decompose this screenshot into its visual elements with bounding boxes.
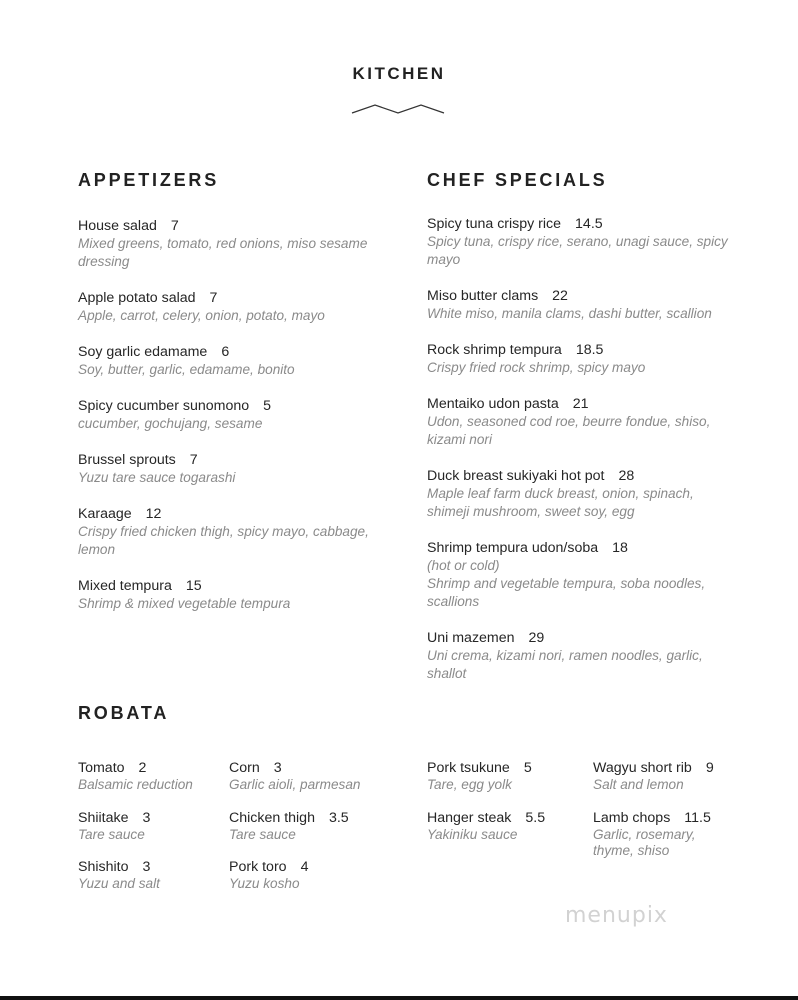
item-price: 5 — [523, 760, 532, 776]
item-price: 3.5 — [328, 809, 349, 826]
menu-item — [78, 760, 223, 794]
menu-item — [78, 451, 378, 487]
menu-item — [229, 760, 409, 794]
item-description: Maple leaf farm duck breast, onion, spinach, shimeji mushroom, sweet soy, egg — [427, 486, 694, 519]
item-price: 14.5 — [575, 216, 603, 232]
item-name: Pork tsukune — [427, 760, 510, 776]
item-description: Yakiniku sauce — [427, 826, 518, 842]
item-price: 18 — [612, 540, 628, 556]
item-price: 6 — [221, 344, 230, 360]
item-description: Salt and lemon — [593, 777, 684, 792]
item-description: Balsamic reduction — [78, 777, 193, 792]
item-name: Duck breast sukiyaki hot pot — [427, 468, 605, 484]
item-price: 4 — [300, 859, 309, 875]
menu-item — [78, 505, 378, 559]
item-price: 9 — [705, 760, 714, 776]
item-description: Yuzu and salt — [78, 876, 160, 891]
item-name: Spicy tuna crispy rice — [427, 216, 562, 232]
item-description: Spicy tuna, crispy rice, serano, unagi sauce, spicy mayo — [427, 234, 728, 267]
item-price: 2 — [138, 760, 147, 776]
menu-item — [229, 859, 409, 893]
item-name: Miso butter clams — [427, 288, 539, 304]
item-price: 11.5 — [684, 809, 711, 826]
item-description: Garlic aioli, parmesan — [229, 777, 361, 792]
menu-item — [427, 629, 737, 683]
appetizers-list — [78, 217, 378, 613]
menu-item — [427, 287, 737, 323]
item-price: 3 — [142, 859, 151, 875]
item-description: Yuzu kosho — [229, 876, 300, 891]
item-price: 7 — [189, 452, 198, 468]
item-name: Brussel sprouts — [78, 452, 176, 468]
item-price: 5 — [263, 398, 272, 414]
item-name: Lamb chops — [593, 809, 671, 826]
item-price: 21 — [572, 396, 589, 412]
item-name: Wagyu short rib — [593, 760, 692, 776]
item-description: Garlic, rosemary, thyme, shiso — [593, 826, 696, 858]
section-title-chef-specials: CHEF SPECIALS — [427, 170, 608, 190]
item-description: Uni crema, kizami nori, ramen noodles, garlic, shallot — [427, 648, 703, 681]
item-description: Tare, egg yolk — [427, 777, 512, 792]
section-title-appetizers: APPETIZERS — [78, 170, 220, 190]
item-name: Tomato — [78, 760, 125, 776]
menu-item — [427, 539, 737, 611]
item-name: Shrimp tempura udon/soba — [427, 540, 599, 556]
menu-item — [593, 810, 733, 860]
item-price: 12 — [145, 506, 162, 522]
menu-item — [78, 859, 223, 893]
robata-column-2 — [229, 760, 409, 893]
menu-item — [427, 395, 737, 449]
menu-item — [427, 341, 737, 377]
item-description: Mixed greens, tomato, red onions, miso sesame dressing — [78, 236, 368, 269]
item-name: House salad — [78, 218, 157, 234]
robata-column-4 — [593, 760, 733, 860]
menu-item — [229, 810, 409, 844]
item-description: Soy, butter, garlic, edamame, bonito — [78, 362, 295, 377]
menu-item — [427, 215, 737, 269]
watermark-logo: menupix — [565, 903, 668, 928]
page-title: KITCHEN — [352, 64, 446, 83]
menu-item — [427, 810, 587, 844]
zigzag-divider-icon — [351, 101, 445, 117]
item-description: Tare sauce — [229, 826, 296, 842]
bottom-border — [0, 996, 798, 1000]
item-name: Mentaiko udon pasta — [427, 396, 559, 412]
item-price: 3 — [142, 809, 151, 826]
item-description: Apple, carrot, celery, onion, potato, mayo — [78, 308, 325, 323]
item-price: 18.5 — [575, 342, 604, 358]
item-description: Udon, seasoned cod roe, beurre fondue, shiso, kizami nori — [427, 414, 711, 447]
item-name: Pork toro — [229, 859, 287, 875]
item-name: Rock shrimp tempura — [427, 342, 562, 358]
item-price: 7 — [209, 290, 218, 306]
chef-specials-list — [427, 215, 737, 683]
item-price: 5.5 — [525, 809, 546, 826]
item-name: Uni mazemen — [427, 630, 515, 646]
item-price: 29 — [528, 630, 545, 646]
item-name: Soy garlic edamame — [78, 344, 208, 360]
item-description: Crispy fried chicken thigh, spicy mayo, cabbage, lemon — [78, 524, 369, 557]
robata-column-1 — [78, 760, 223, 893]
item-name: Chicken thigh — [229, 809, 315, 826]
item-description: Shrimp & mixed vegetable tempura — [78, 596, 291, 611]
item-price: 15 — [185, 578, 202, 594]
item-description: Crispy fried rock shrimp, spicy mayo — [427, 360, 646, 375]
menu-item — [78, 397, 378, 433]
robata-column-3 — [427, 760, 587, 843]
item-name: Spicy cucumber sunomono — [78, 398, 250, 414]
item-price: 7 — [170, 218, 179, 234]
menu-item — [78, 217, 378, 271]
menu-item — [593, 760, 733, 794]
menu-item — [78, 810, 223, 844]
item-description: Shrimp and vegetable tempura, soba noodles, scallions — [427, 576, 706, 609]
item-note: (hot or cold) — [427, 558, 500, 573]
item-description: White miso, manila clams, dashi butter, scallion — [427, 306, 712, 321]
item-description: cucumber, gochujang, sesame — [78, 416, 263, 431]
menu-item — [427, 760, 587, 794]
menu-item — [78, 289, 378, 325]
section-title-robata: ROBATA — [78, 703, 170, 723]
item-name: Shishito — [78, 859, 129, 875]
item-price: 3 — [273, 760, 282, 776]
item-name: Apple potato salad — [78, 290, 196, 306]
item-price: 28 — [618, 468, 635, 484]
menu-item — [78, 577, 378, 613]
item-name: Shiitake — [78, 809, 129, 826]
item-name: Corn — [229, 760, 260, 776]
menu-item — [78, 343, 378, 379]
menu-item — [427, 467, 737, 521]
item-price: 22 — [552, 288, 568, 304]
item-name: Mixed tempura — [78, 578, 172, 594]
item-description: Yuzu tare sauce togarashi — [78, 470, 236, 485]
item-description: Tare sauce — [78, 826, 145, 842]
item-name: Hanger steak — [427, 809, 512, 826]
item-name: Karaage — [78, 506, 132, 522]
